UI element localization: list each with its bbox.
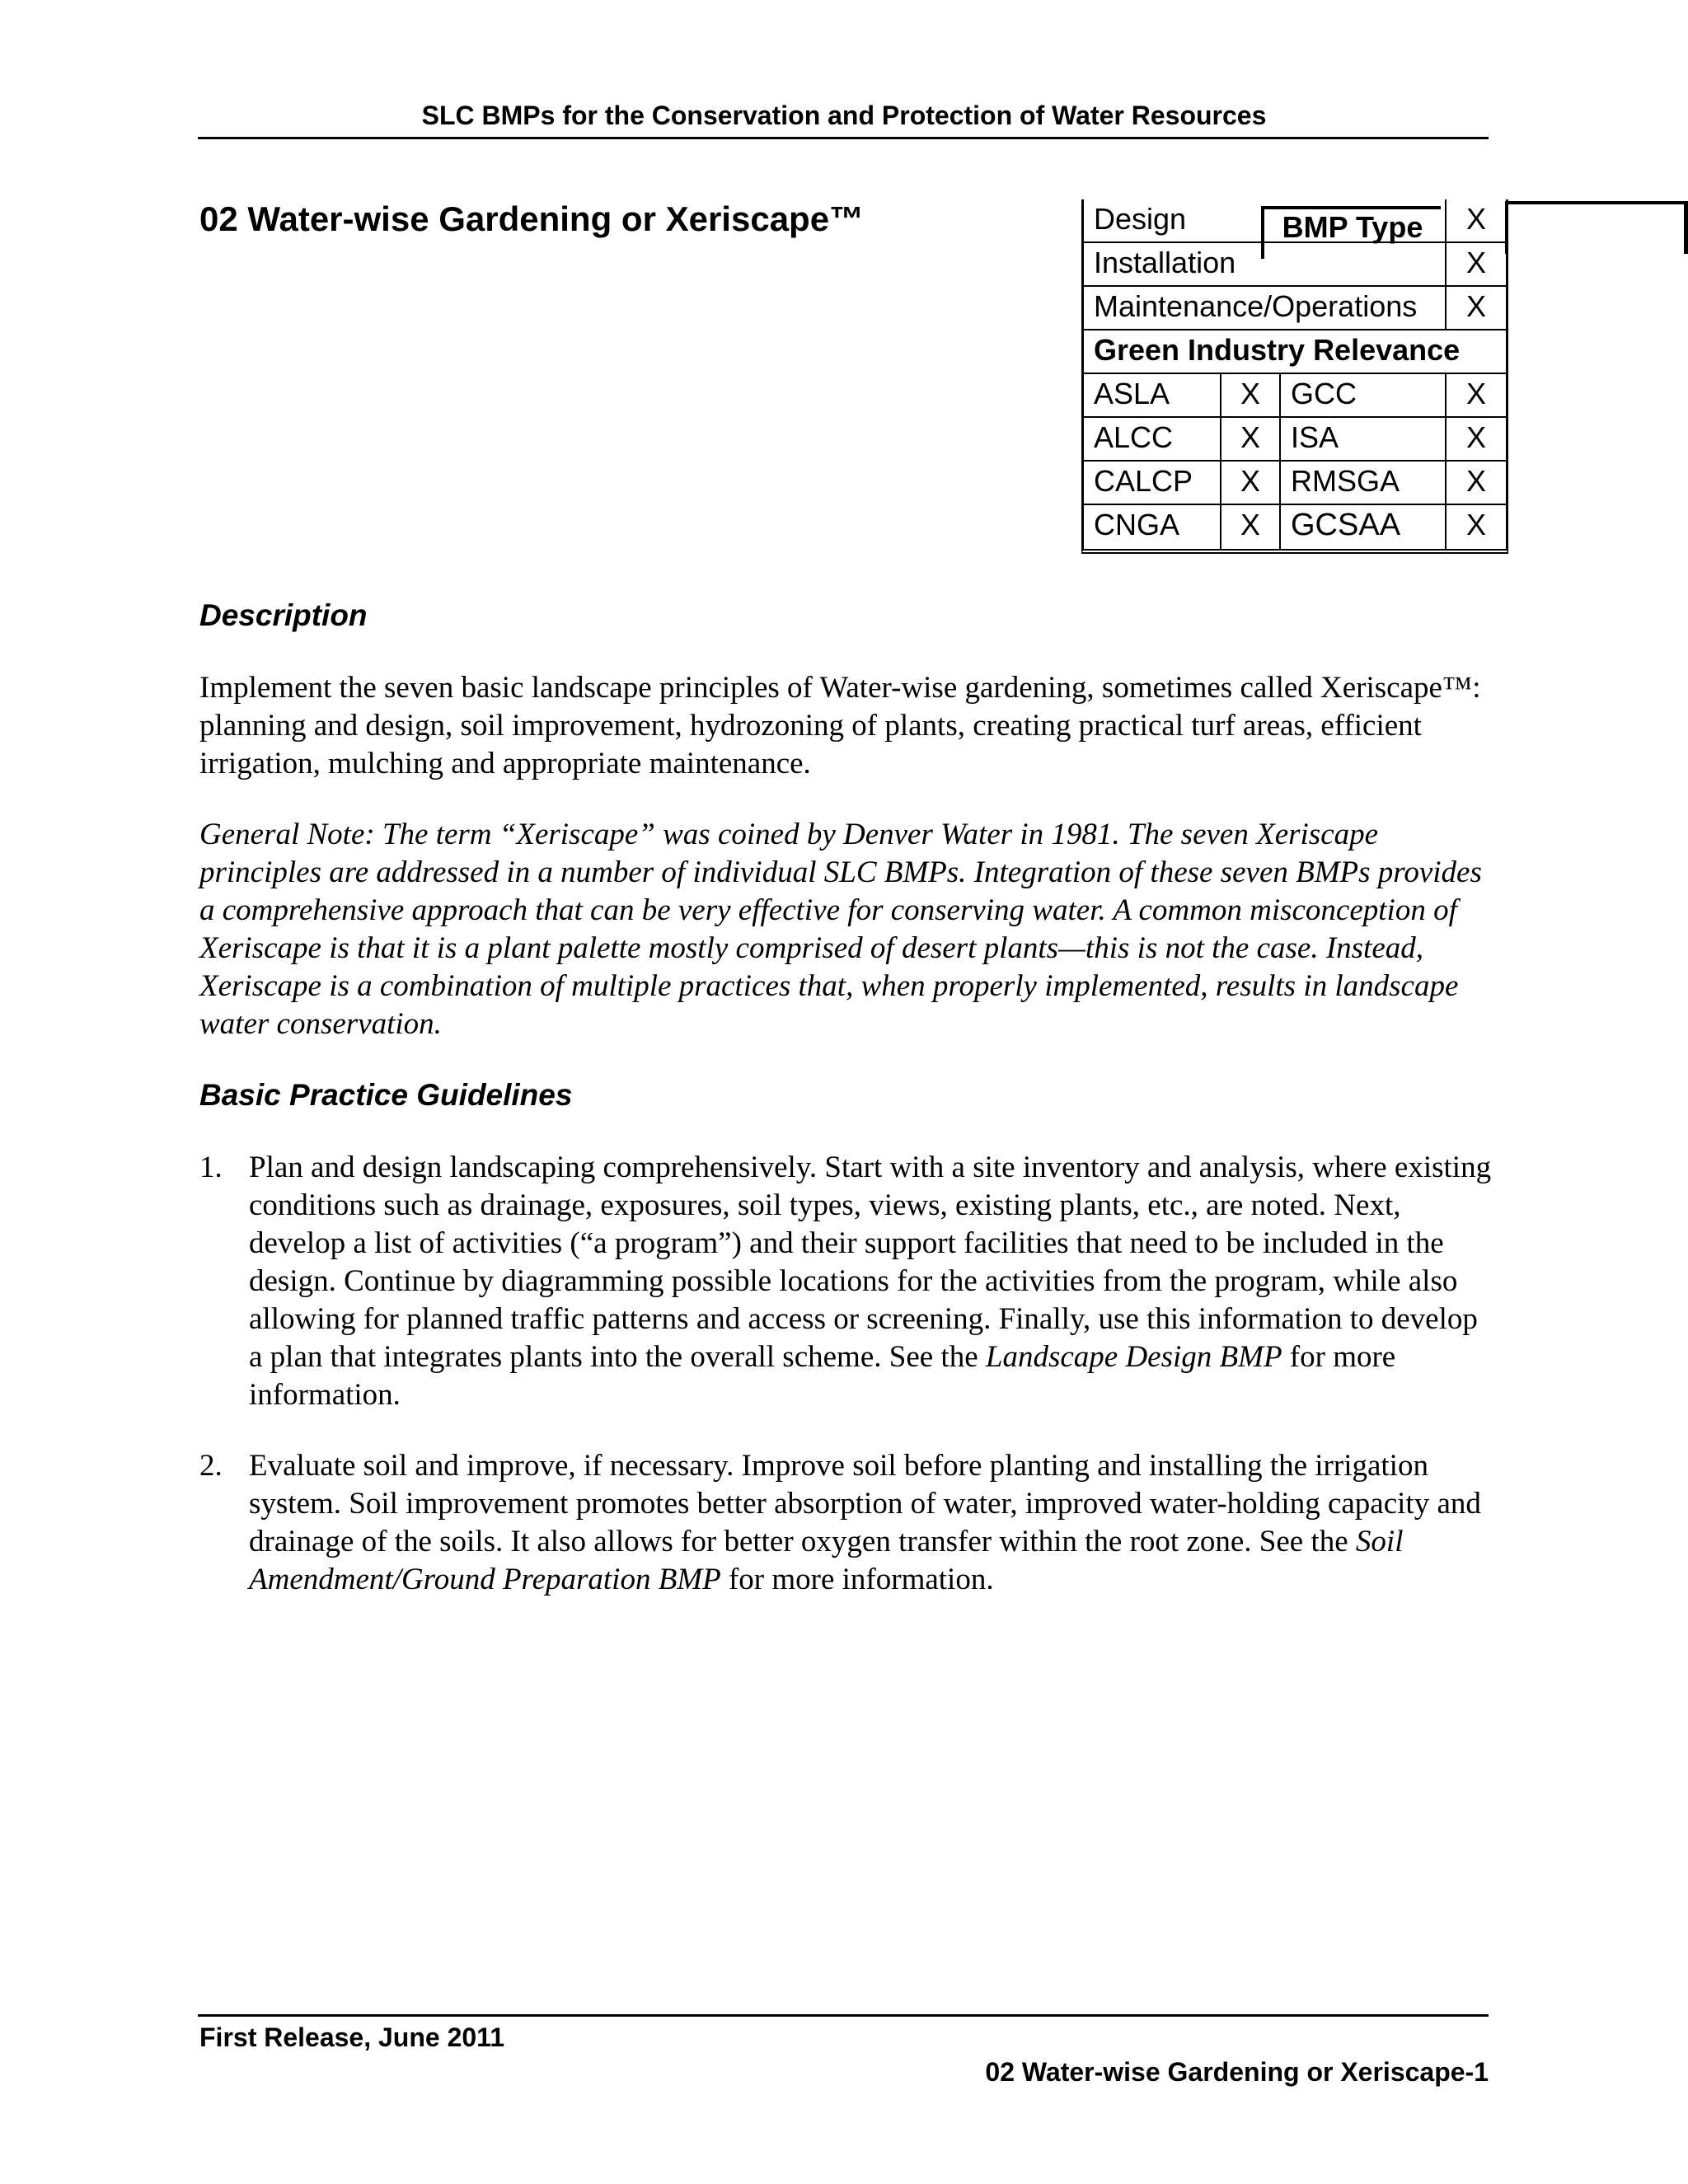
relevance-org: CALCP xyxy=(1094,464,1193,498)
bmp-type-frame xyxy=(1505,201,1688,254)
relevance-mark: X xyxy=(1445,462,1506,504)
bmp-type-row xyxy=(1084,287,1506,330)
bmp-type-mark-installation: X xyxy=(1445,243,1506,285)
relevance-mark: X xyxy=(1220,374,1281,416)
header-rule xyxy=(198,137,1489,139)
bmp-type-mark-design: X xyxy=(1445,199,1506,241)
list-item-tail: for more information. xyxy=(720,1563,994,1596)
page-title: 02 Water-wise Gardening or Xeriscape™ xyxy=(199,199,865,238)
relevance-mark: X xyxy=(1220,418,1281,460)
bmp-type-label-installation: Installation xyxy=(1094,246,1236,279)
list-number: 2. xyxy=(199,1449,223,1483)
guidelines-heading: Basic Practice Guidelines xyxy=(199,1078,573,1112)
description-body: Implement the seven basic landscape principles of Water-wise gardening, sometimes called Xeriscape™: planning and design, soil improvement, hydrozoning of plants, creating practical turf areas, efficient irrigation, mulching and appropriate maintenance. xyxy=(199,671,1481,780)
relevance-org: ISA xyxy=(1291,420,1339,454)
relevance-heading-row xyxy=(1084,330,1506,374)
bmp-type-mark-maintenance: X xyxy=(1445,287,1506,329)
relevance-mark: X xyxy=(1220,462,1281,504)
bmp-type-label: BMP Type xyxy=(1261,206,1441,244)
relevance-org: RMSGA xyxy=(1291,464,1400,498)
bmp-type-label-maintenance: Maintenance/Operations xyxy=(1094,289,1418,323)
list-item-text: Plan and design landscaping comprehensively. Start with a site inventory and analysis, where existing conditions such as drainage, exposures, soil types, views, existing plants, etc., are noted. Next, develop a list of activities (“a program”) and their support facilities that need to be included in the design. Continue by diagramming possible locations for the activities from the program, while also allowing for planned traffic patterns and access or screening. Finally, use this information to develop a plan that integrates plants into the overall scheme. See the xyxy=(249,1151,1492,1374)
list-item-text: Evaluate soil and improve, if necessary. Improve soil before planting and installing the irrigation system. Soil improvement promotes better absorption of water, improved water-holding capacity and drainage of the soils. It also allows for better oxygen transfer within the root zone. See the xyxy=(249,1449,1481,1558)
relevance-org: GCC xyxy=(1291,377,1357,410)
list-number: 1. xyxy=(199,1151,223,1184)
relevance-mark: X xyxy=(1220,505,1281,549)
general-note: General Note: The term “Xeriscape” was coined by Denver Water in 1981. The seven Xeriscape principles are addressed in a number of individual SLC BMPs. Integration of these seven BMPs provides a comprehensive approach that can be very effective for conserving water. A common misconception of Xeriscape is that it is a plant palette mostly comprised of desert plants—this is not the case. Instead, Xeriscape is a combination of multiple practices that, when properly implemented, results in landscape water conservation. xyxy=(199,818,1482,1041)
running-header: SLC BMPs for the Conservation and Protection of Water Resources xyxy=(421,101,1267,130)
relevance-row xyxy=(1084,418,1506,462)
list-item-tail: for more information. xyxy=(249,1340,1396,1412)
bmp-type-row xyxy=(1084,243,1506,287)
list-item-body xyxy=(249,1447,1493,1599)
list-item-body xyxy=(249,1149,1493,1414)
relevance-org: GCSAA xyxy=(1291,508,1401,542)
relevance-row xyxy=(1084,462,1506,505)
relevance-row xyxy=(1084,505,1506,549)
relevance-org: ALCC xyxy=(1094,420,1174,454)
relevance-mark: X xyxy=(1445,505,1506,549)
page-number: 02 Water-wise Gardening or Xeriscape-1 xyxy=(985,2057,1489,2087)
relevance-mark: X xyxy=(1445,418,1506,460)
list-item xyxy=(199,1447,1493,1599)
list-item xyxy=(199,1149,1493,1414)
relevance-heading: Green Industry Relevance xyxy=(1094,333,1461,367)
relevance-org: CNGA xyxy=(1094,508,1180,541)
bmp-reference: Soil Amendment/Ground Preparation BMP xyxy=(249,1525,1404,1596)
relevance-row xyxy=(1084,374,1506,418)
relevance-org: ASLA xyxy=(1094,377,1170,410)
bmp-type-label-design: Design xyxy=(1094,202,1187,236)
bmp-table xyxy=(1081,199,1508,554)
relevance-mark: X xyxy=(1445,374,1506,416)
bmp-reference: Landscape Design BMP xyxy=(985,1340,1282,1374)
description-heading: Description xyxy=(199,598,368,632)
release-note: First Release, June 2011 xyxy=(199,2022,504,2052)
footer-rule xyxy=(198,2014,1489,2017)
